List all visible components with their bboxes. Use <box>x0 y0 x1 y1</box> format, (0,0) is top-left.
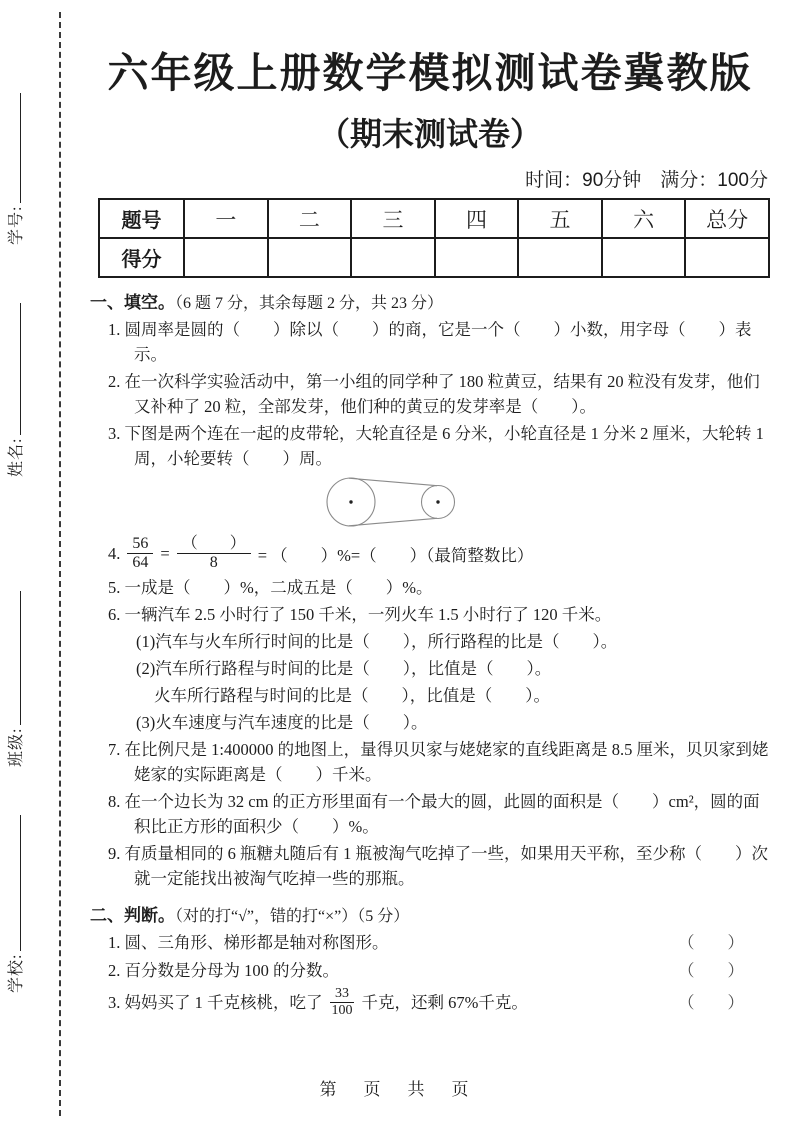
fill-question-6-sub-1: (1)汽车与火车所行时间的比是（ ），所行路程的比是（ ）。 <box>136 631 618 651</box>
score-table-cell-section-5: 五 <box>518 199 602 238</box>
belt-top-line <box>349 478 437 486</box>
section-fill-heading <box>90 288 770 313</box>
fraction-56-64 <box>127 535 153 573</box>
judge-question-2-answer-bracket: （ ） <box>678 960 744 980</box>
score-row-label: 得分 <box>99 238 184 277</box>
score-table-cell-section-4: 四 <box>435 199 519 238</box>
fraction-denominator-8: 8 <box>209 554 218 572</box>
judge-question-2-text: 2. 百分数是分母为 100 的分数。 <box>108 960 339 980</box>
fill-question-7: 7. 在比例尺是 1:400000 的地图上，量得贝贝家与姥姥家的直线距离是 8.5 厘米，贝贝家到姥姥家的实际距离是（ ）千米。 <box>108 739 769 784</box>
fill-question-4-rest: = （ ）%=（ ）（最简整数比） <box>257 545 534 565</box>
score-table-score-row <box>99 238 769 277</box>
school-field <box>3 791 27 993</box>
score-cell-empty-5 <box>518 238 602 277</box>
school-blank-line <box>7 815 21 951</box>
fraction-denominator-100: 100 <box>331 1002 353 1018</box>
student-number-label: 学号: <box>8 205 25 245</box>
class-blank-line <box>7 591 21 725</box>
score-cell-empty-2 <box>268 238 352 277</box>
pulley-diagram <box>318 473 770 531</box>
exam-content <box>90 30 770 1022</box>
section-fill-heading-note: （6 题 7 分，其余每题 2 分，共 23 分） <box>175 295 444 312</box>
fill-question-6-sub-2b: 火车所行路程与时间的比是（ ），比值是（ ）。 <box>154 685 550 705</box>
fill-question-5: 5. 一成是（ ）%，二成五是（ ）%。 <box>108 577 433 597</box>
fill-question-6-sub-2: (2)汽车所行路程与时间的比是（ ），比值是（ ）。 <box>136 658 552 678</box>
score-cell-empty-6 <box>602 238 686 277</box>
score-table-cell-question-number: 题号 <box>99 199 184 238</box>
judge-question-1-text: 1. 圆、三角形、梯形都是轴对称图形。 <box>108 932 389 952</box>
time-score-info: 时间：90分钟 满分：100分 <box>525 170 768 191</box>
school-label: 学校: <box>8 953 25 993</box>
section-judge-heading <box>90 901 770 926</box>
judge-question-3-post: 千克，还剩 67%千克。 <box>361 992 528 1012</box>
student-name-label: 姓名: <box>8 437 25 477</box>
fill-question-6-sub-3: (3)火车速度与汽车速度的比是（ ）。 <box>136 712 428 732</box>
class-field <box>3 569 27 767</box>
fraction-denominator: 64 <box>132 554 149 572</box>
large-wheel-center-dot <box>349 500 352 503</box>
judge-question-3-text <box>108 986 528 1019</box>
score-table <box>98 198 770 278</box>
binding-dashed-line <box>59 12 61 1116</box>
student-name-blank-line <box>7 303 21 435</box>
belt-bottom-line <box>349 518 437 526</box>
student-number-field <box>3 75 27 245</box>
score-table-cell-section-6: 六 <box>602 199 686 238</box>
score-cell-empty-4 <box>435 238 519 277</box>
class-label: 班级: <box>8 727 25 767</box>
fraction-blank-8 <box>177 535 251 573</box>
student-name-field <box>3 281 27 477</box>
score-cell-empty-1 <box>184 238 268 277</box>
page-footer: 第 页 共 页 <box>319 1080 474 1099</box>
small-wheel-center-dot <box>436 500 439 503</box>
judge-question-3 <box>108 986 770 1019</box>
fill-question-9: 9. 有质量相同的 6 瓶糖丸随后有 1 瓶被淘气吃掉了一些，如果用天平称，至少称（ ）次就一定能找出被淘气吃掉一些的那瓶。 <box>108 843 768 888</box>
score-table-header-row <box>99 199 769 238</box>
fill-question-6-intro: 6. 一辆汽车 2.5 小时行了 150 千米，一列火车 1.5 小时行了 120 千米。 <box>108 604 612 624</box>
score-table-cell-section-1: 一 <box>184 199 268 238</box>
judge-question-2 <box>108 958 770 983</box>
judge-question-3-answer-bracket: （ ） <box>678 992 744 1012</box>
fill-question-3: 3. 下图是两个连在一起的皮带轮，大轮直径是 6 分米，小轮直径是 1 分米 2 厘米，大轮转 1 周，小轮要转（ ）周。 <box>108 424 764 468</box>
judge-question-3-pre: 3. 妈妈买了 1 千克核桃，吃了 <box>108 992 323 1012</box>
judge-question-1-answer-bracket: （ ） <box>678 932 744 952</box>
score-table-cell-section-3: 三 <box>351 199 435 238</box>
equals-sign: = <box>160 543 170 563</box>
score-cell-empty-3 <box>351 238 435 277</box>
judge-question-1 <box>108 930 770 955</box>
section-judge-heading-note: （对的打“√”，错的打“×”）（5 分） <box>175 907 410 925</box>
fill-question-1: 1. 圆周率是圆的（ ）除以（ ）的商，它是一个（ ）小数，用字母（ ）表示。 <box>108 320 752 364</box>
fraction-numerator-blank: （ ） <box>177 535 251 554</box>
fraction-numerator: 56 <box>127 535 153 554</box>
student-number-blank-line <box>7 93 21 203</box>
fraction-numerator-33: 33 <box>330 986 354 1003</box>
score-table-cell-total: 总分 <box>685 199 769 238</box>
fill-question-2: 2. 在一次科学实验活动中，第一小组的同学种了 180 粒黄豆，结果有 20 粒没有发芽，他们又补种了 20 粒，全部发芽，他们种的黄豆的发芽率是（ ）。 <box>108 372 760 416</box>
score-table-cell-section-2: 二 <box>268 199 352 238</box>
pulley-diagram-svg <box>318 473 470 531</box>
fill-question-4-number: 4. <box>108 543 121 563</box>
fill-question-4 <box>108 535 770 573</box>
exam-subtitle: （期末测试卷） <box>317 116 542 152</box>
section-judge-heading-title: 二、判断。 <box>90 905 175 925</box>
fraction-33-100 <box>327 986 358 1019</box>
section-fill-heading-title: 一、填空。 <box>90 293 175 312</box>
exam-title: 六年级上册数学模拟测试卷冀教版 <box>107 50 753 96</box>
fill-question-8: 8. 在一个边长为 32 cm 的正方形里面有一个最大的圆，此圆的面积是（ ）cm²，圆的面积比正方形的面积少（ ）%。 <box>108 791 760 836</box>
score-cell-empty-total <box>685 238 769 277</box>
